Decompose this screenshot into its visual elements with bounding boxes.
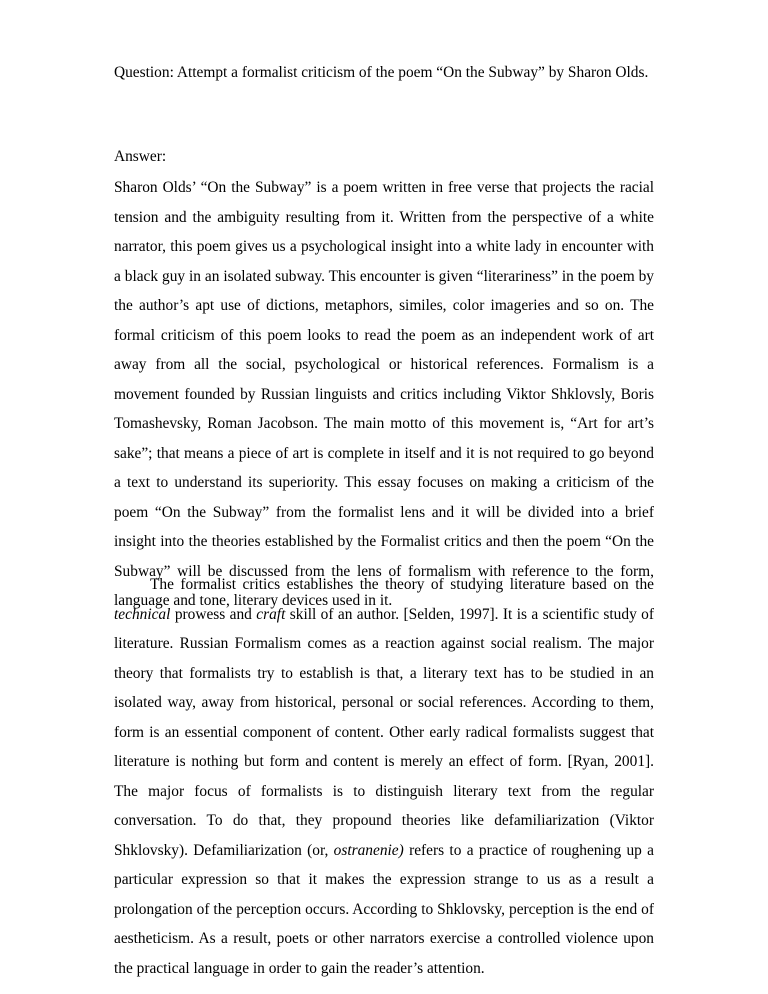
italic-term-technical: technical [114, 605, 171, 623]
italic-term-craft: craft [256, 605, 286, 623]
question-text: Question: Attempt a formalist criticism of the poem “On the Subway” by Sharon Olds. [114, 64, 649, 81]
paragraph-text: The formalist critics establishes the theory of studying literature based on the [150, 576, 654, 593]
answer-label: Answer: [114, 148, 167, 165]
paragraph-text: refers to a practice of roughening up a particular expression so that it makes the expression strange to us as a result a prolongation of the perception occurs. According to Shklovsky, perception is the end of aestheticism. As a result, poets or other narrators exercise a controlled violence upon the practical language in order to gain the reader’s attention. [114, 841, 654, 977]
paragraph-formalism-theory [114, 570, 654, 983]
paragraph-intro: Sharon Olds’ “On the Subway” is a poem written in free verse that projects the racial tension and the ambiguity resulting from it. Written from the perspective of a white narrator, this poem gives us a psychological insight into a white lady in encounter with a black guy in an isolated subway. This encounter is given “literariness” in the poem by the author’s apt use of dictions, metaphors, similes, color imageries and so on. The formal criticism of this poem looks to read the poem as an independent work of art away from all the social, psychological or historical references. Formalism is a movement founded by Russian linguists and critics including Viktor Shklovsly, Boris Tomashevsky, Roman Jacobson. The main motto of this movement is, “Art for art’s sake”; that means a piece of art is complete in itself and it is not required to go beyond a text to understand its superiority. This essay focuses on making a criticism of the poem “On the Subway” from the formalist lens and it will be divided into a brief insight into the theories established by the Formalist critics and then the poem “On the Subway” will be discussed from the lens of formalism with reference to the form, language and tone, literary devices used in it. [114, 179, 654, 609]
paragraph-text: prowess and [170, 605, 257, 623]
italic-term-ostranenie: ostranenie) [333, 841, 404, 859]
paragraph-text: skill of an author. [Selden, 1997]. It is a scientific study of literature. Russian Formalism comes as a reaction against social realism. The major theory that formalists try to establish is that, a literary text has to be studied in an isolated way, away from historical, personal or social references. According to them, form is an essential component of content. Other early radical formalists suggest that literature is nothing but form and content is merely an effect of form. [Ryan, 2001]. The major focus of formalists is to distinguish literary text from the regular conversation. To do that, they propound theories like defamiliarization (Viktor Shklovsky). Defamiliarization (or, [114, 605, 654, 859]
